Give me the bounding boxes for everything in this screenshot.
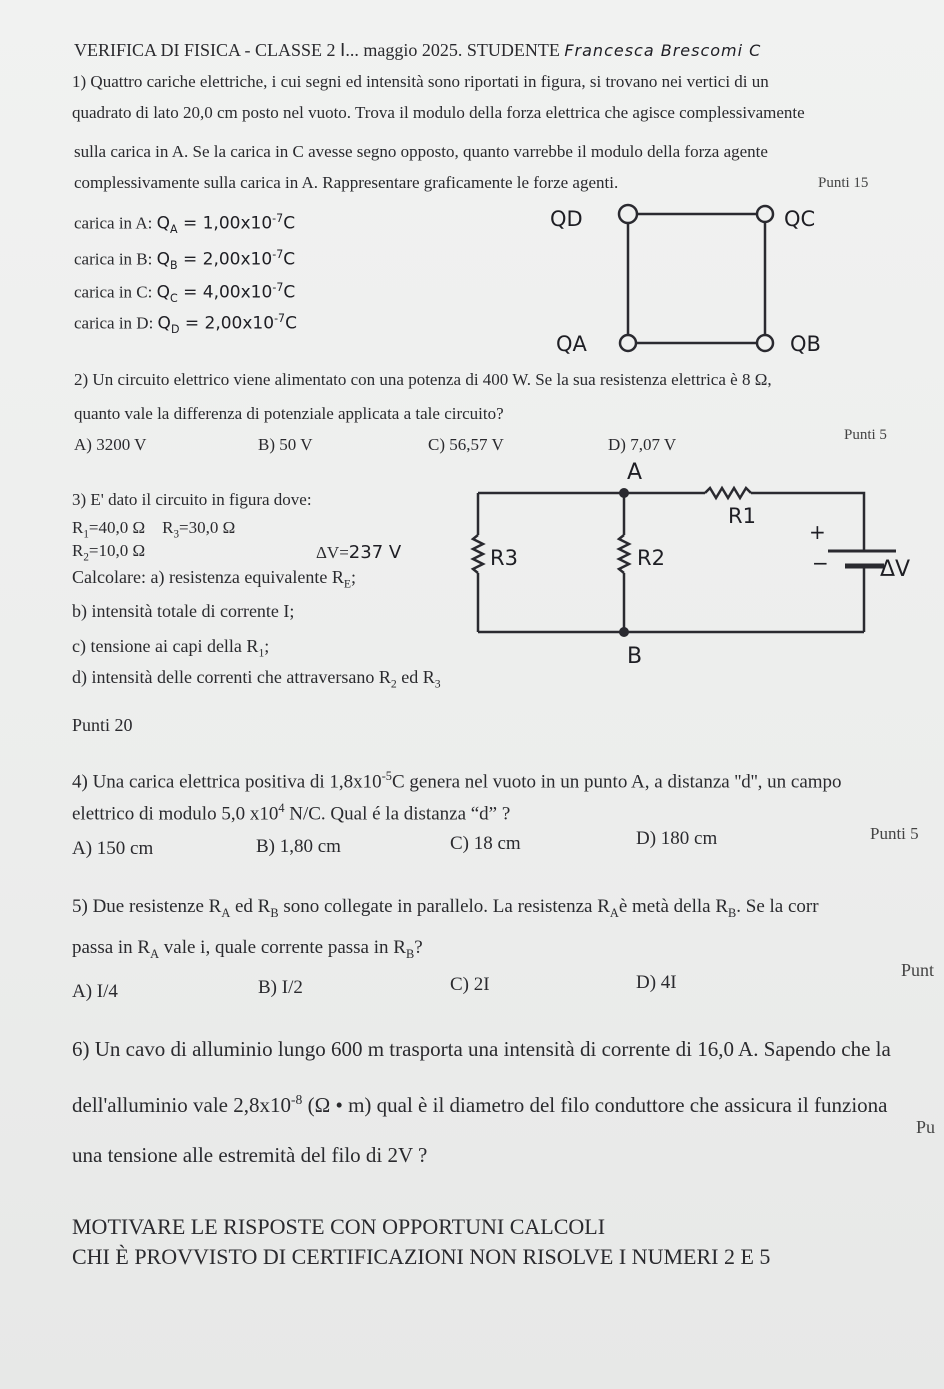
charge-c: carica in C: $Q_C = 4,00x10^{-7}C$ — [74, 281, 296, 306]
q3-r2: $R_2=10,0$ Ω — [72, 541, 146, 564]
exam-title: VERIFICA DI FISICA - CLASSE 2 — [74, 40, 336, 60]
circuit-label-r3: R3 — [490, 546, 518, 570]
wire-top-right — [751, 493, 864, 551]
q6-line-1: 6) Un cavo di alluminio lungo 600 m trasporta una intensità di corrente di 16,0 A. Sapendo che la — [72, 1037, 891, 1061]
resistor-r3 — [473, 535, 483, 573]
exam-date: ... maggio 2025. STUDENTE — [345, 40, 560, 60]
q4-option-b: B) 1,80 cm — [256, 836, 341, 857]
q5-option-d: D) 4I — [636, 972, 677, 993]
circuit-node-a: A — [627, 460, 643, 485]
q5-option-c: C) 2I — [450, 974, 490, 995]
footer-line-2: CHI È PROVVISTO DI CERTIFICAZIONI NON RISOLVE I NUMERI 2 E 5 — [72, 1244, 771, 1269]
q2-option-d: D) 7,07 V — [608, 435, 677, 454]
student-name: Francesca Brescomi C — [564, 41, 762, 60]
q5-line-1: 5) Due resistenze $R_A$ ed $R_B$ sono collegate in parallelo. La resistenza $R_Aè$ metà della $R_B$. Se la corr — [72, 896, 819, 920]
q5-option-a: A) I/4 — [72, 981, 118, 1002]
q4-line-2: elettrico di modulo 5,0 $x10^4$ N/C. Qual é la distanza “d” ? — [72, 801, 511, 825]
label-qa: QA — [556, 332, 587, 356]
charge-b: carica in B: $Q_B = 2,00x10^{-7}C$ — [74, 248, 296, 273]
q4-line-1: 4) Una carica elettrica positiva di $1,8x10^{-5}C$ genera nel vuoto in un punto A, a distanza ''d'', un campo — [72, 769, 842, 793]
class-mark: I — [340, 40, 346, 61]
q5-line-2: passa in $R_A$ vale i, quale corrente passa in $R_B$? — [72, 937, 423, 961]
q4-option-c: C) 18 cm — [450, 833, 521, 854]
circuit-node-b: B — [627, 644, 643, 669]
charge-d: carica in D: $Q_D = 2,00x10^{-7}C$ — [74, 312, 297, 337]
q3-line-1: 3) E' dato il circuito in figura dove: — [72, 490, 312, 509]
node-b-dot — [619, 627, 629, 637]
footer-line-1: MOTIVARE LE RISPOSTE CON OPPORTUNI CALCOLI — [72, 1214, 606, 1239]
q2-points: Punti 5 — [844, 427, 887, 443]
node-a-dot — [619, 488, 629, 498]
circuit-label-dv: ΔV — [880, 557, 911, 582]
label-qd: QD — [550, 207, 583, 231]
circuit-label-r1: R1 — [728, 504, 756, 528]
q5-option-b: B) I/2 — [258, 977, 303, 998]
q6-points: Pu — [916, 1117, 936, 1137]
q2-line-2: quanto vale la differenza di potenziale applicata a tale circuito? — [74, 404, 504, 423]
q3-points: Punti 20 — [72, 715, 133, 735]
circuit-label-minus: − — [812, 551, 829, 575]
circuit-label-plus: + — [809, 520, 826, 544]
resistor-r1 — [705, 488, 751, 498]
q1-line-2: quadrato di lato 20,0 cm posto nel vuoto. Trova il modulo della forza elettrica che agisce complessivamente — [72, 103, 805, 122]
q3-calc-c: c) tensione ai capi della $R_1$; — [72, 636, 270, 660]
q3-dv: ΔV=237 V — [316, 542, 402, 563]
q1-line-1: 1) Quattro cariche elettriche, i cui segni ed intensità sono riportati in figura, si trovano nei vertici di un — [72, 72, 769, 91]
label-qc: QC — [784, 207, 816, 231]
q3-r1-r3: $R_1=40,0$ Ω $R_3=30,0$ Ω — [72, 518, 236, 541]
q3-calc-a: Calcolare: a) resistenza equivalente $R_E$; — [72, 567, 357, 591]
q1-line-3: sulla carica in A. Se la carica in C avesse segno opposto, quanto varrebbe il modulo della forza agente — [74, 142, 768, 161]
q1-line-4: complessivamente sulla carica in A. Rappresentare graficamente le forze agenti. — [74, 173, 619, 192]
q2-line-1: 2) Un circuito elettrico viene alimentato con una potenza di 400 W. Se la sua resistenza elettrica è 8 Ω, — [74, 370, 772, 389]
q6-line-2: dell'alluminio vale $2,8x10^{-8}$ (Ω • m) qual è il diametro del filo conduttore che assicura il funziona — [72, 1092, 888, 1117]
charge-a: carica in A: $Q_A = 1,00x10^{-7}C$ — [74, 212, 296, 237]
q5-points: Punt — [901, 960, 935, 980]
q2-option-c: C) 56,57 V — [428, 435, 504, 454]
q3-calc-b: b) intensità totale di corrente I; — [72, 601, 295, 621]
q3-calc-d: d) intensità delle correnti che attraversano $R_2$ ed $R_3$ — [72, 667, 441, 691]
q2-option-a: A) 3200 V — [74, 435, 147, 454]
q6-line-3: una tensione alle estremità del filo di 2V ? — [72, 1143, 428, 1167]
q4-option-d: D) 180 cm — [636, 828, 718, 849]
q2-option-b: B) 50 V — [258, 435, 313, 454]
label-qb: QB — [790, 332, 821, 356]
resistor-r2 — [619, 535, 629, 573]
q1-points: Punti 15 — [818, 175, 869, 191]
q4-points: Punti 5 — [870, 824, 919, 843]
circuit-label-r2: R2 — [637, 546, 665, 570]
q4-option-a: A) 150 cm — [72, 838, 154, 859]
